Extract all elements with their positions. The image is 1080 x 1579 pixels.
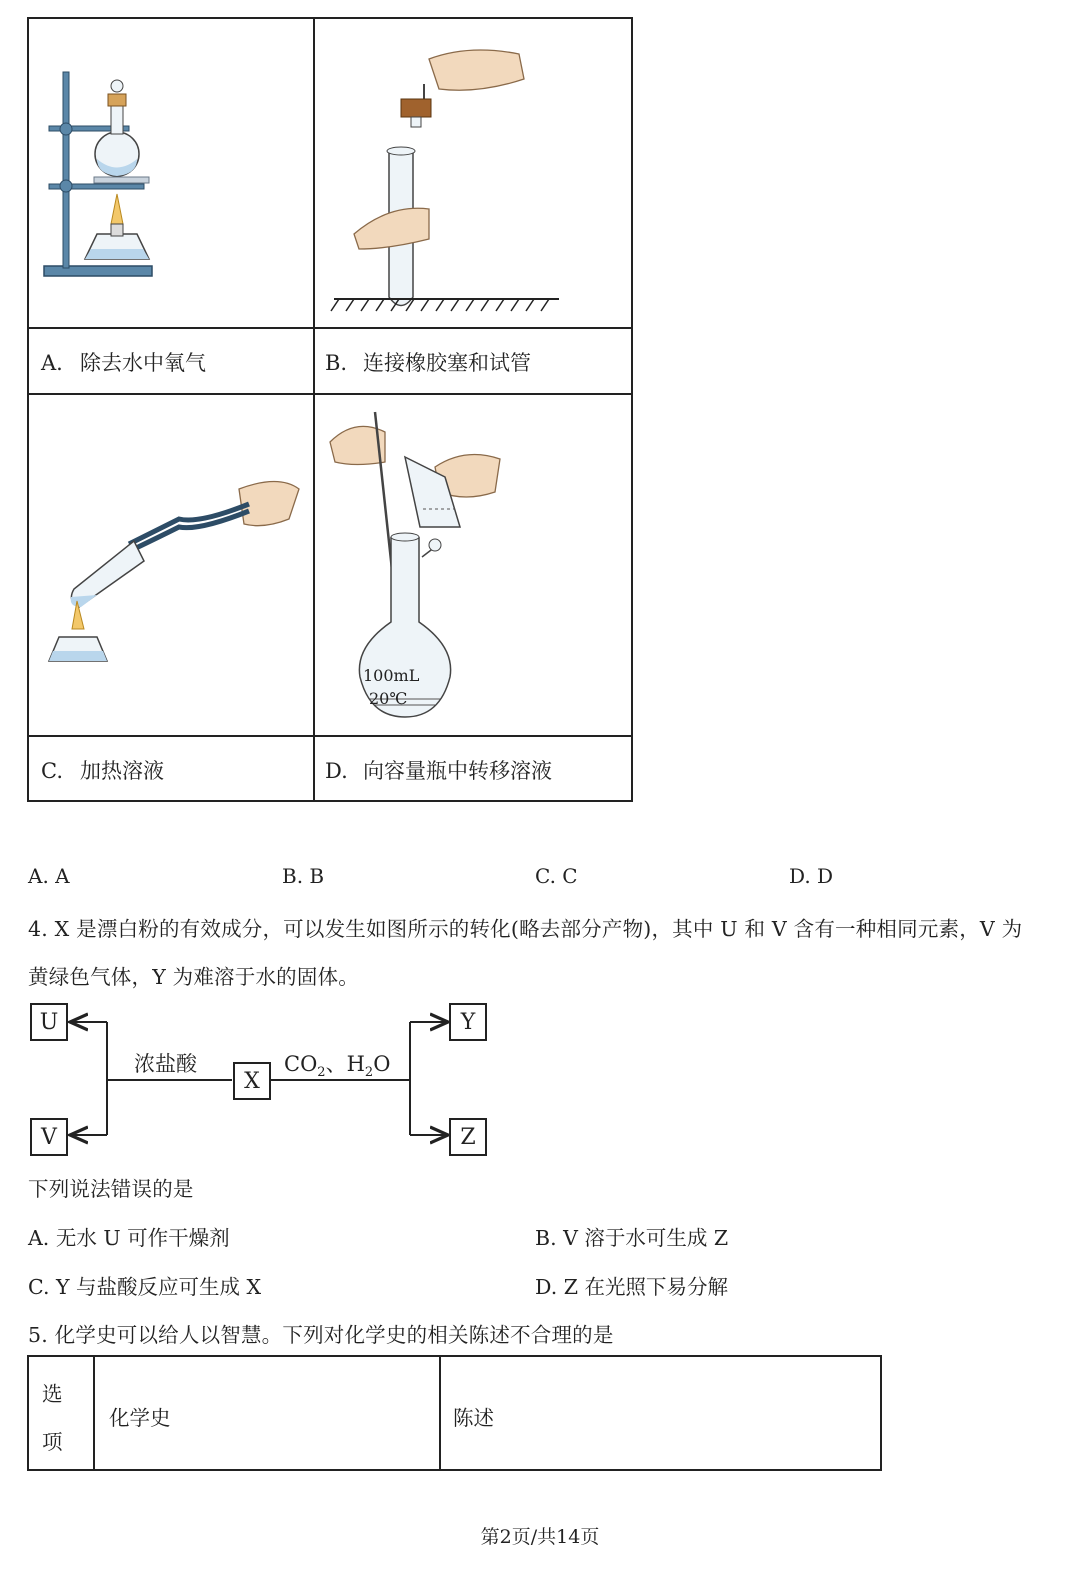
distillation-apparatus-icon — [39, 64, 169, 284]
grid-divider — [29, 327, 631, 329]
choice-d[interactable]: D. D — [789, 864, 834, 888]
header-option-bottom: 项 — [42, 1430, 63, 1454]
reagent-co2-h2o: $CO_2$、$H_2O$ — [284, 1052, 391, 1081]
table-column-divider — [93, 1357, 95, 1469]
conversion-diagram — [0, 990, 520, 1160]
q4-option-a[interactable]: A. 无水 U 可作干燥剂 — [28, 1226, 230, 1250]
header-statement: 陈述 — [453, 1406, 494, 1430]
choice-b[interactable]: B. B — [282, 864, 325, 888]
q4-stem-line1: 4. X 是漂白粉的有效成分，可以发生如图所示的转化(略去部分产物)，其中 U 和 V 含有一种相同元素，V 为 — [28, 917, 1023, 941]
q4-option-c[interactable]: C. Y 与盐酸反应可生成 X — [28, 1275, 262, 1299]
panel-a-letter: A. — [41, 351, 63, 375]
node-v: V — [30, 1118, 68, 1156]
panel-d-letter: D. — [325, 759, 348, 783]
panel-b-letter: B. — [325, 351, 348, 375]
heating-test-tube-icon — [39, 469, 309, 669]
flask-volume-label: 100mL — [363, 666, 420, 685]
flask-temp-label: 20℃ — [369, 689, 408, 708]
node-u: U — [30, 1003, 68, 1041]
node-y: Y — [449, 1003, 487, 1041]
node-x: X — [233, 1062, 271, 1100]
q4-option-b[interactable]: B. V 溶于水可生成 Z — [535, 1226, 729, 1250]
page-footer: 第2页/共14页 — [480, 1526, 600, 1548]
stopper-test-tube-icon — [329, 39, 564, 319]
q4-stem-line2: 黄绿色气体，Y 为难溶于水的固体。 — [28, 965, 359, 989]
history-table — [27, 1355, 882, 1471]
q5-stem: 5. 化学史可以给人以智慧。下列对化学史的相关陈述不合理的是 — [28, 1323, 614, 1347]
table-column-divider — [439, 1357, 441, 1469]
header-option-top: 选 — [42, 1382, 63, 1406]
panel-d-caption: 向容量瓶中转移溶液 — [363, 759, 552, 783]
volumetric-flask-transfer-icon — [325, 407, 525, 727]
header-history: 化学史 — [109, 1406, 171, 1430]
panel-c-letter: C. — [41, 759, 63, 783]
reagent-hcl: 浓盐酸 — [134, 1052, 197, 1076]
panel-a-caption: 除去水中氧气 — [80, 351, 206, 375]
choice-a[interactable]: A. A — [28, 864, 70, 888]
node-z: Z — [449, 1118, 487, 1156]
q4-prompt: 下列说法错误的是 — [28, 1177, 194, 1201]
panel-b-caption: 连接橡胶塞和试管 — [363, 351, 531, 375]
apparatus-grid — [27, 17, 633, 802]
choice-c[interactable]: C. C — [535, 864, 578, 888]
grid-divider-vertical — [313, 19, 315, 800]
q4-option-d[interactable]: D. Z 在光照下易分解 — [535, 1275, 728, 1299]
panel-c-caption: 加热溶液 — [80, 759, 164, 783]
grid-divider — [29, 735, 631, 737]
grid-divider — [29, 393, 631, 395]
